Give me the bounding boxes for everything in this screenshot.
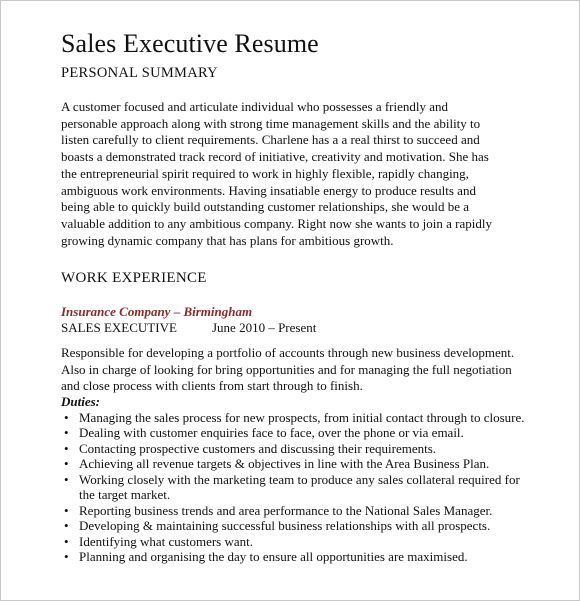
personal-summary-heading: PERSONAL SUMMARY — [61, 65, 218, 81]
duty-item — [61, 425, 531, 441]
resume-content — [61, 29, 531, 565]
duty-text: Managing the sales process for new prospects, from initial contact through to closure. — [79, 409, 525, 425]
duties-list — [61, 410, 531, 565]
bullet-icon: • — [64, 549, 69, 565]
job-description: Responsible for developing a portfolio of accounts through new business development. Also in charge of looking for bring opportunities and for managing the full negotiation and close process with clients from start through to finish. — [61, 345, 515, 393]
duty-text: Working closely with the marketing team to produce any sales collateral required for the target market. — [79, 471, 520, 503]
document-title: Sales Executive Resume — [61, 29, 319, 58]
duty-text: Dealing with customer enquiries face to face, over the phone or via email. — [79, 425, 464, 441]
bullet-icon: • — [64, 425, 69, 441]
job-title: SALES EXECUTIVE — [61, 320, 177, 336]
job-dates: June 2010 – Present — [212, 320, 317, 336]
work-experience-heading: WORK EXPERIENCE — [61, 270, 207, 287]
job-role-line — [61, 320, 531, 336]
bullet-icon: • — [64, 533, 69, 549]
duty-item — [61, 441, 531, 457]
duty-text: Reporting business trends and area performance to the National Sales Manager. — [79, 502, 493, 518]
duties-label: Duties: — [61, 394, 100, 410]
duty-item — [61, 410, 531, 426]
bullet-icon: • — [64, 456, 69, 472]
bullet-icon: • — [64, 502, 69, 518]
duty-item — [61, 503, 531, 519]
bullet-icon: • — [64, 471, 69, 487]
duty-text: Achieving all revenue targets & objectives in line with the Area Business Plan. — [79, 456, 490, 472]
bullet-icon: • — [64, 518, 69, 534]
duty-text: Developing & maintaining successful business relationships with all prospects. — [79, 518, 491, 534]
duty-item — [61, 456, 531, 472]
bullet-icon: • — [64, 409, 69, 425]
duty-item — [61, 534, 531, 550]
duty-text: Identifying what customers want. — [79, 533, 254, 549]
duty-item — [61, 472, 531, 503]
company-name: Insurance Company – Birmingham — [61, 304, 253, 320]
duty-item — [61, 549, 531, 565]
duty-text: Contacting prospective customers and discussing their requirements. — [79, 440, 437, 456]
personal-summary-text: A customer focused and articulate individual who possesses a friendly and personable approach along with strong time management skills and the ability to listen carefully to client requirements. Charlene has a a real thirst to succeed and boasts a demonstrated track record of initiative, creativity and motivation. She has the entrepreneurial spirit required to work in highly flexible, rapidly changing, ambiguous work environments. Having insatiable energy to produce results and being able to quickly build outstanding customer relationships, she would be a valuable addition to any ambitious company. Right now she wants to join a rapidly growing dynamic company that has plans for ambitious growth. — [61, 99, 492, 248]
duty-item — [61, 518, 531, 534]
duty-text: Planning and organising the day to ensure all opportunities are maximised. — [79, 549, 468, 565]
bullet-icon: • — [64, 440, 69, 456]
